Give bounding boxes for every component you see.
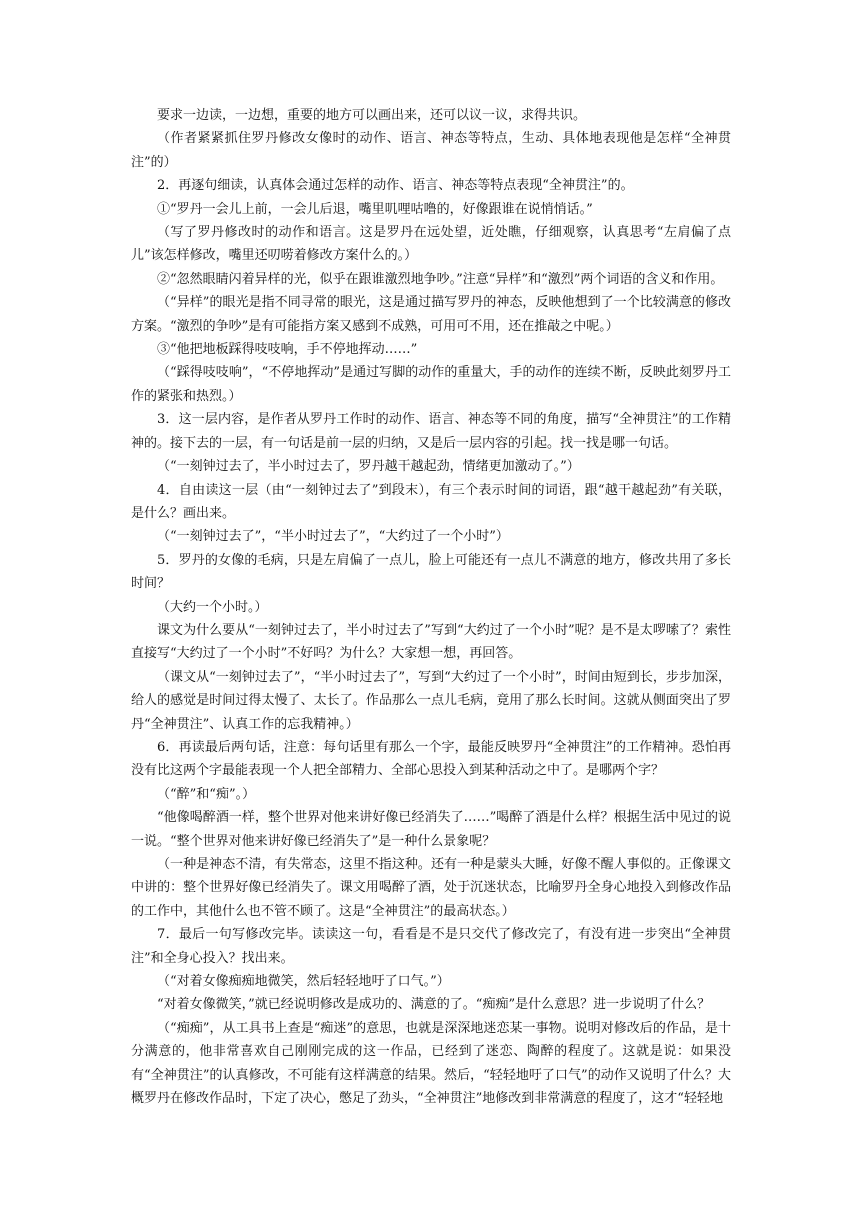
paragraph: （“异样”的眼光是指不同寻常的眼光，这是通过描写罗丹的神态，反映他想到了一个比较满意的修改方案。“激烈的争吵”是有可能指方案又感到不成熟，可用可不用，还在推敲之中呢。） xyxy=(131,295,731,334)
paragraph: （大约一个小时。） xyxy=(157,599,268,615)
paragraph: 2．再逐句细读，认真体会通过怎样的动作、语言、神态等特点表现“全神贯注”的。 xyxy=(157,178,634,194)
paragraph: （“对着女像痴痴地微笑，然后轻轻地吁了口气。”） xyxy=(157,974,450,990)
paragraph: ②“忽然眼睛闪着异样的光，似乎在跟谁激烈地争吵。”注意“异样”和“激烈”两个词语的含义和作用。 xyxy=(157,271,724,287)
paragraph: （“一刻钟过去了，半小时过去了，罗丹越干越起劲，情绪更加激动了。”） xyxy=(157,459,580,475)
paragraph: 4．自由读这一层（由“一刻钟过去了”到段末），有三个表示时间的词语，跟“越干越起劲”有关联，是什么？画出来。 xyxy=(131,482,731,521)
paragraph: （写了罗丹修改时的动作和语言。这是罗丹在远处望，近处瞧，仔细观察，认真思考“左肩偏了点儿”该怎样修改，嘴里还叨唠着修改方案什么的。） xyxy=(131,225,731,264)
paragraph: （“一刻钟过去了”，“半小时过去了”，“大约过了一个小时”） xyxy=(157,529,509,545)
paragraph: 3．这一层内容，是作者从罗丹工作时的动作、语言、神态等不同的角度，描写“全神贯注”的工作精神的。接下去的一层，有一句话是前一层的归纳，又是后一层内容的引起。找一找是哪一句话。 xyxy=(131,412,731,451)
paragraph: “他像喝醉酒一样，整个世界对他来讲好像已经消失了……”喝醉了酒是什么样？根据生活中见过的说一说。“整个世界对他来讲好像已经消失了”是一种什么景象呢？ xyxy=(131,810,731,849)
paragraph: 要求一边读，一边想，重要的地方可以画出来，还可以议一议，求得共识。 xyxy=(157,108,587,123)
paragraph: （作者紧紧抓住罗丹修改女像时的动作、语言、神态等特点，生动、具体地表现他是怎样“全神贯注”的） xyxy=(131,131,731,170)
paragraph: （“踩得吱吱响”，“不停地挥动”是通过写脚的动作的重量大，手的动作的连续不断，反映此刻罗丹工作的紧张和热烈。） xyxy=(131,365,731,404)
paragraph: ①“罗丹一会儿上前，一会儿后退，嘴里叽哩咕噜的，好像跟谁在说悄悄话。” xyxy=(157,201,593,217)
paragraph: 6．再读最后两句话，注意：每句话里有那么一个字，最能反映罗丹“全神贯注”的工作精神。恐怕再没有比这两个字最能表现一个人把全部精力、全部心思投入到某种活动之中了。是哪两个字？ xyxy=(131,739,731,779)
paragraph: 5．罗丹的女像的毛病，只是左肩偏了一点儿，脸上可能还有一点儿不满意的地方，修改共用了多长时间？ xyxy=(131,552,731,592)
paragraph: （“痴痴”，从工具书上查是“痴迷”的意思，也就是深深地迷恋某一事物。说明对修改后的作品，是十分满意的，他非常喜欢自己刚刚完成的这一作品，已经到了迷恋、陶醉的程度了。这就是说：如果没有“全神贯注”的认真修改，不可能有这样满意的结果。然后，“轻轻地吁了口气”的动作又说明了什么？大概罗丹在修改作品时，下定了决心，憋足了劲头，“全神贯注”地修改到非常满意的程度了，这才“轻轻地 xyxy=(131,1020,731,1107)
paragraph: （课文从“一刻钟过去了”，“半小时过去了”，写到“大约过了一个小时”，时间由短到长，步步加深，给人的感觉是时间过得太慢了、太长了。作品那么一点儿毛病，竟用了那么长时间。这就从侧面突出了罗丹“全神贯注”、认真工作的忘我精神。） xyxy=(131,669,731,732)
paragraph: （一种是神态不清，有失常态，这里不指这种。还有一种是蒙头大睡，好像不醒人事似的。正像课文中讲的：整个世界好像已经消失了。课文用喝醉了酒，处于沉迷状态，比喻罗丹全身心地投入到修改作品的工作中，其他什么也不管不顾了。这是“全神贯注”的最高状态。） xyxy=(131,857,731,919)
paragraph: （“醉”和“痴”。） xyxy=(157,786,256,802)
document-body xyxy=(131,104,731,1110)
paragraph: 7．最后一句写修改完毕。读读这一句，看看是不是只交代了修改完了，有没有进一步突出“全神贯注”和全身心投入？找出来。 xyxy=(131,927,731,966)
paragraph: ③“他把地板踩得吱吱响，手不停地挥动……” xyxy=(157,342,418,358)
paragraph: “对着女像微笑，”就已经说明修改是成功的、满意的了。“痴痴”是什么意思？进一步说明了什么？ xyxy=(157,997,711,1013)
paragraph: 课文为什么要从“一刻钟过去了，半小时过去了”写到“大约过了一个小时”呢？是不是太啰嗦了？索性直接写“大约过了一个小时”不好吗？为什么？大家想一想，再回答。 xyxy=(131,622,731,662)
